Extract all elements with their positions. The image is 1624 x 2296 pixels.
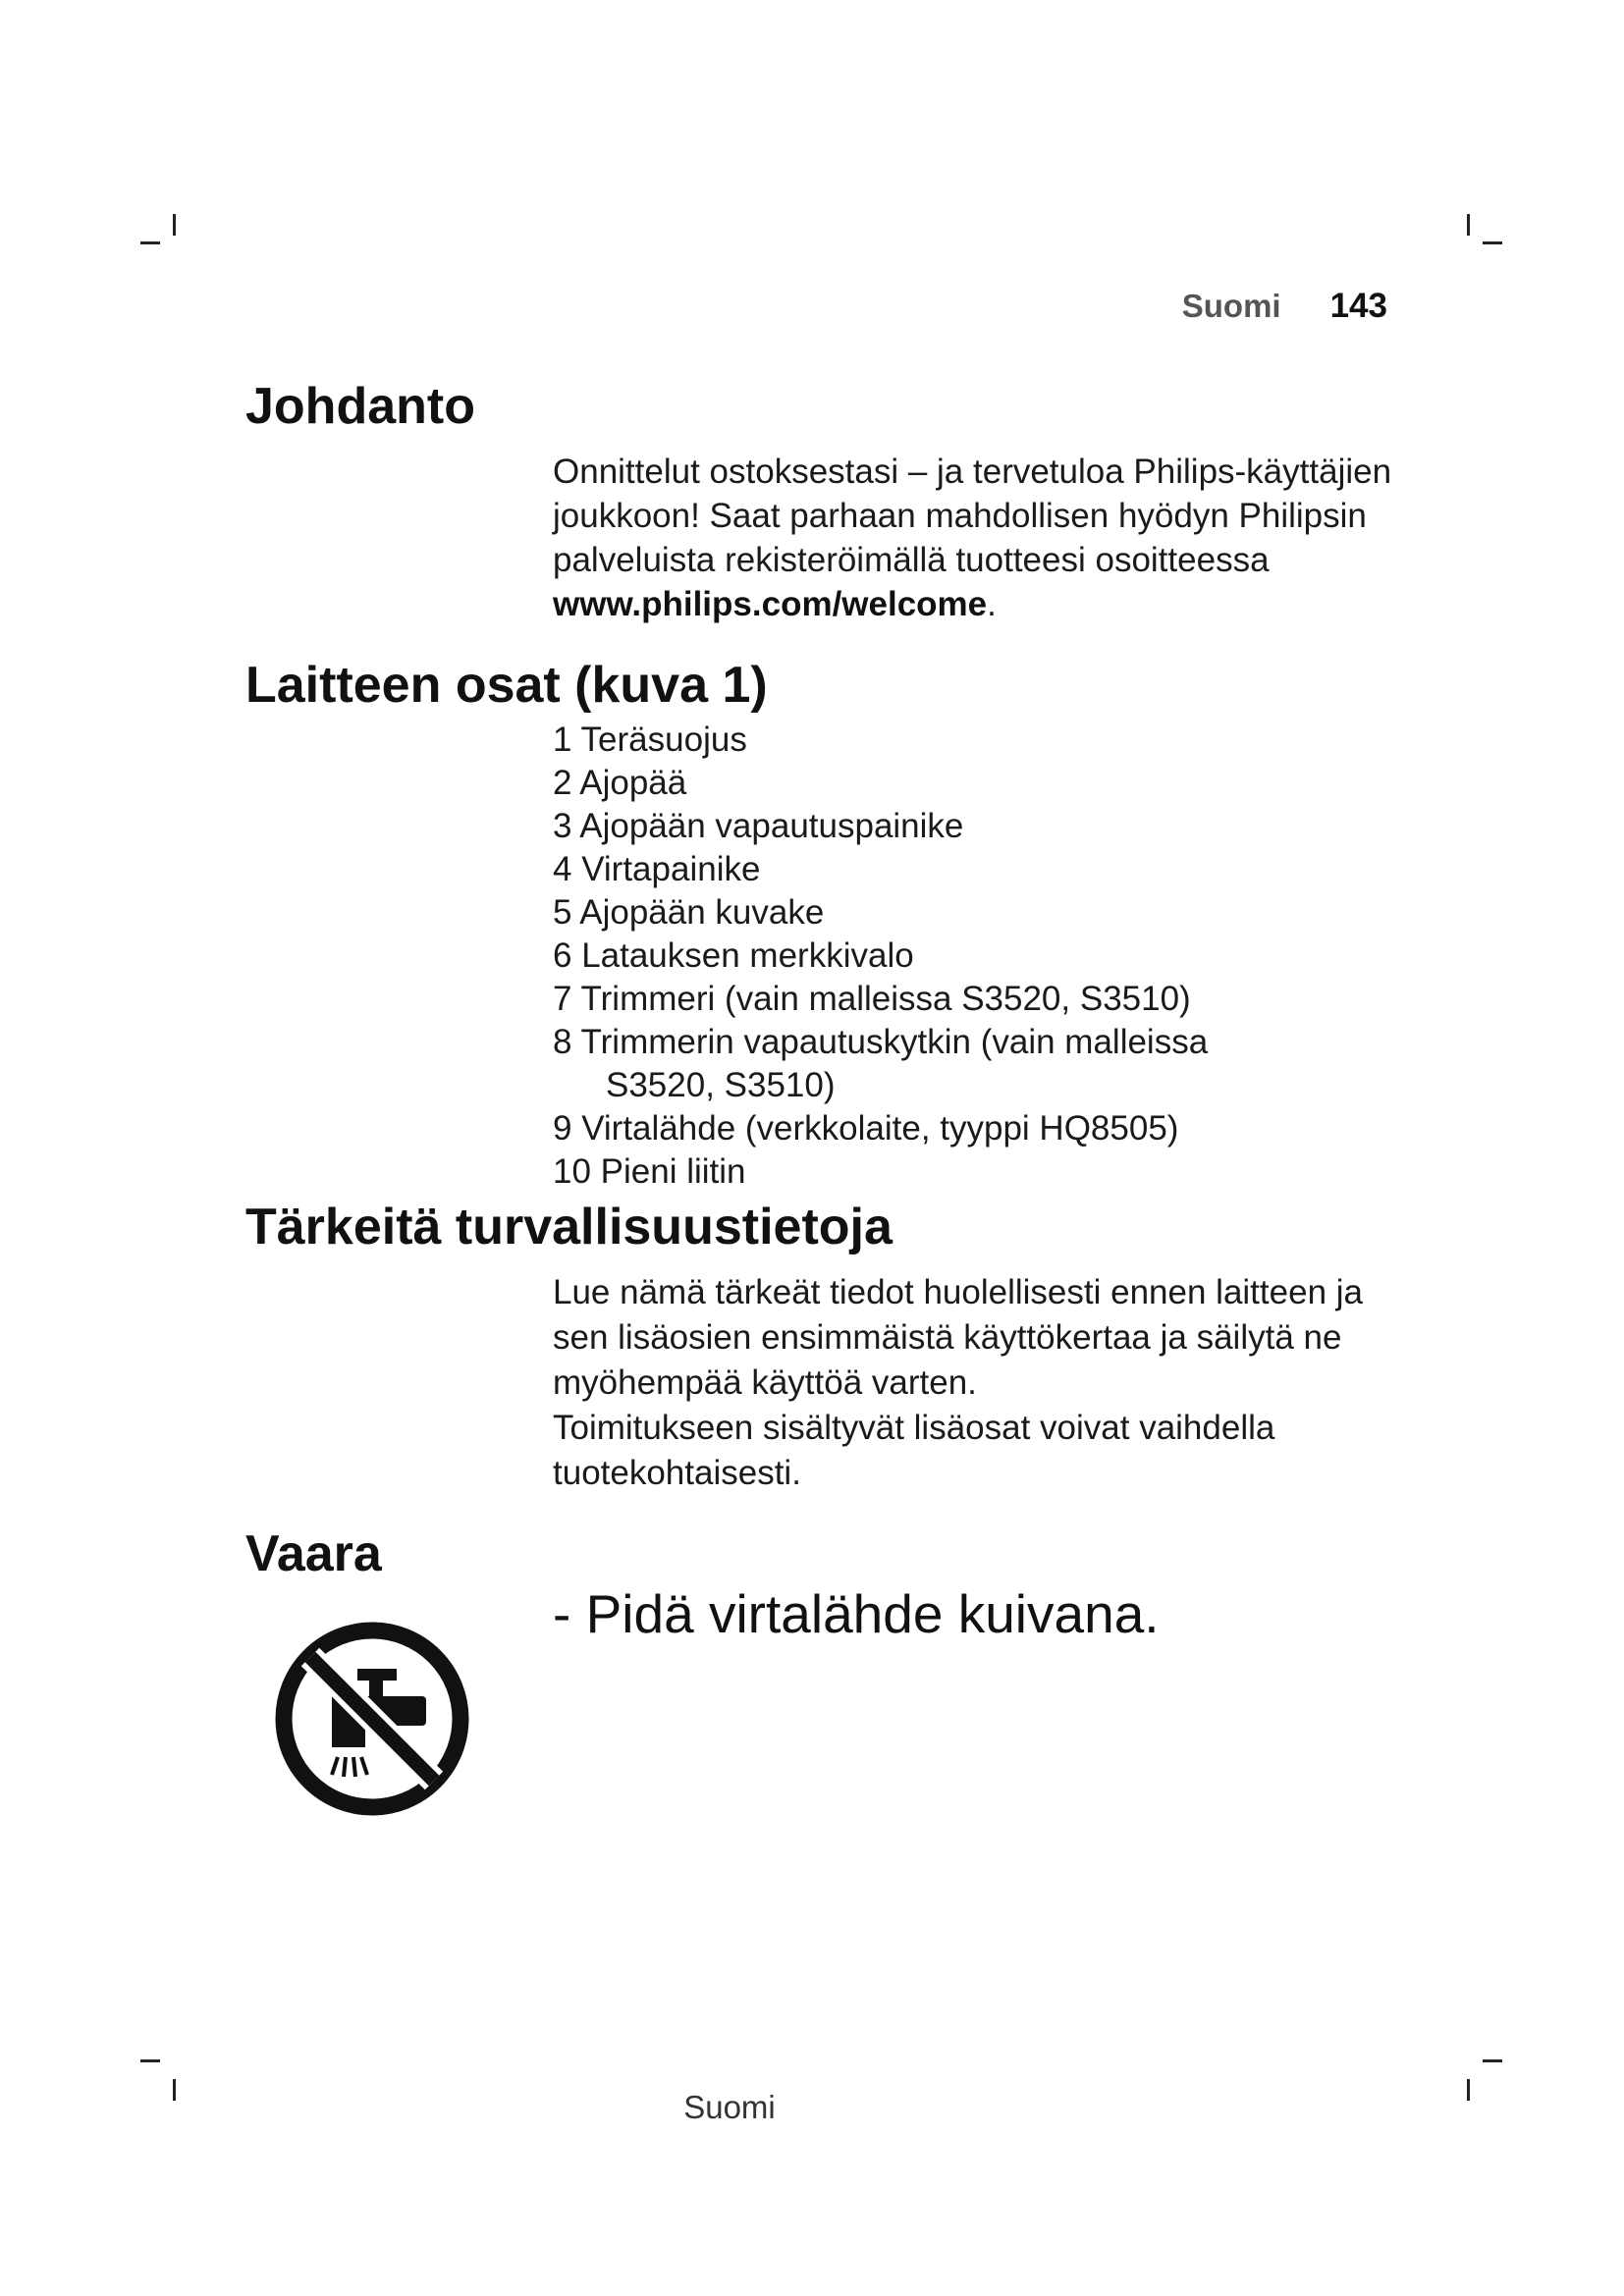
- part-item: 10 Pieni liitin: [553, 1152, 746, 1191]
- part-item: 5 Ajopään kuvake: [553, 893, 825, 932]
- parts-list: [553, 719, 1397, 1194]
- no-water-tap-icon: [271, 1618, 473, 1820]
- safety-heading: Tärkeitä turvallisuustietoja: [245, 1199, 893, 1255]
- safety-paragraph-1: Lue nämä tärkeät tiedot huolellisesti ennen laitteen ja sen lisäosien ensimmäistä käyttökertaa ja säilytä ne myöhempää käyttöä varten.: [553, 1273, 1363, 1402]
- page-number: 143: [1329, 287, 1387, 325]
- safety-paragraph-2: Toimitukseen sisältyvät lisäosat voivat vaihdella tuotekohtaisesti.: [553, 1409, 1275, 1492]
- running-head: [1182, 287, 1387, 326]
- crop-mark: [1483, 241, 1502, 244]
- part-item: 8 Trimmerin vapautuskytkin (vain malleissa: [553, 1023, 1209, 1061]
- part-item-continuation: S3520, S3510): [606, 1066, 836, 1104]
- crop-mark: [1483, 2059, 1502, 2062]
- running-head-language: Suomi: [1181, 288, 1281, 324]
- parts-list-container: [553, 719, 1397, 1194]
- crop-mark: [140, 241, 160, 244]
- intro-text: Onnittelut ostoksestasi – ja tervetuloa Philips-käyttäjien joukkoon! Saat parhaan mahdollisen hyödyn Philipsin palveluista rekisteröimällä tuotteesi osoitteessa: [553, 453, 1392, 579]
- crop-mark: [1467, 214, 1470, 236]
- part-item: 6 Latauksen merkkivalo: [553, 936, 914, 975]
- part-item: 3 Ajopään vapautuspainike: [553, 807, 964, 845]
- part-item: 2 Ajopää: [553, 764, 687, 802]
- part-item: 4 Virtapainike: [553, 850, 761, 888]
- intro-text-end: .: [987, 585, 997, 623]
- part-item: 7 Trimmeri (vain malleissa S3520, S3510): [553, 980, 1191, 1018]
- part-item: 1 Teräsuojus: [553, 721, 747, 759]
- safety-text: [553, 1270, 1397, 1496]
- parts-heading: Laitteen osat (kuva 1): [245, 657, 768, 714]
- intro-paragraph: [553, 450, 1397, 626]
- crop-mark: [140, 2059, 160, 2062]
- registration-url[interactable]: www.philips.com/welcome: [553, 585, 988, 623]
- danger-warning: - Pidä virtalähde kuivana.: [553, 1583, 1160, 1644]
- footer-language: Suomi: [683, 2089, 776, 2125]
- danger-heading: Vaara: [245, 1525, 382, 1582]
- part-item: 9 Virtalähde (verkkolaite, tyyppi HQ8505): [553, 1109, 1179, 1148]
- crop-mark: [1467, 2079, 1470, 2101]
- crop-mark: [173, 214, 176, 236]
- intro-heading: Johdanto: [245, 378, 475, 435]
